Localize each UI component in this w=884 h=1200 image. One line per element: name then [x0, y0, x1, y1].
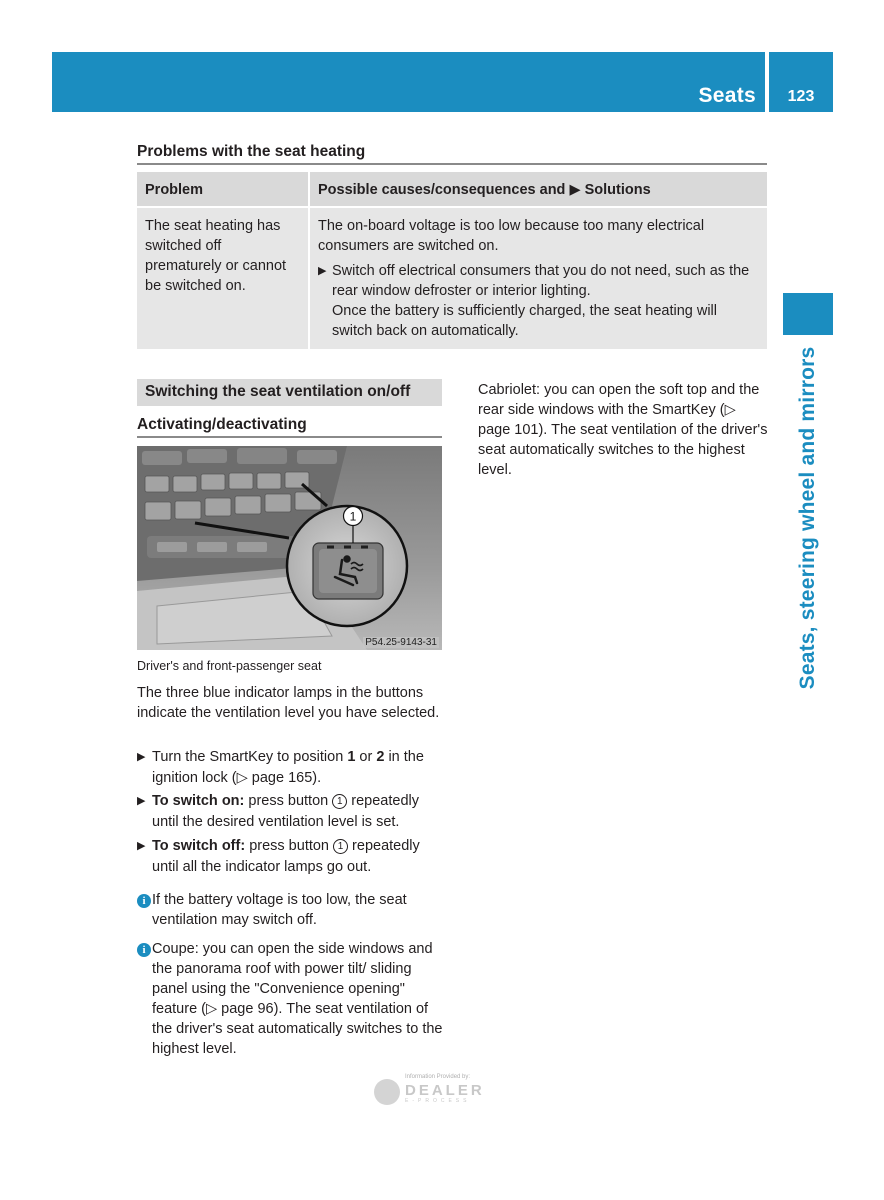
center-console-illustration: [137, 446, 442, 650]
instruction-step: [137, 747, 447, 788]
arrow-icon: ▶: [137, 795, 146, 807]
step-text: To switch on: press button 1 repeatedly until the desired ventilation level is set.: [152, 793, 419, 830]
button-number-icon: 1: [333, 839, 348, 854]
step-text: To switch off: press button 1 repeatedly until all the indicator lamps go out.: [152, 838, 420, 875]
arrow-icon: ▶: [137, 751, 146, 763]
watermark-logo-text: DEALER: [405, 1082, 485, 1099]
info-icon: i: [137, 894, 151, 908]
image-reference-code: P54.25-9143-31: [365, 637, 437, 648]
instruction-step: [137, 836, 447, 877]
page-number: 123: [787, 88, 815, 105]
table-header-causes: Possible causes/consequences and ▶ Solutions: [309, 172, 767, 207]
header-bar: [52, 52, 765, 112]
seat-ventilation-photo: [137, 446, 442, 650]
cause-text: The on-board voltage is too low because too many electrical consumers are switched on.: [318, 218, 705, 254]
side-chapter-label: Seats, steering wheel and mirrors: [796, 346, 819, 690]
callout-number: 1: [349, 509, 357, 524]
section-divider: [137, 163, 767, 165]
button-number-icon: 1: [332, 794, 347, 809]
ventilation-section-title: Switching the seat ventilation on/off: [145, 383, 411, 400]
info-note: [137, 890, 447, 930]
info-text: Coupe: you can open the side windows and the panorama roof with power tilt/ sliding panel using the "Convenience opening" feature (▷ page 96). The seat ventilation of the driver's seat automatically switches to the highest level.: [152, 941, 443, 1057]
troubleshooting-table: [137, 172, 767, 349]
image-caption: Driver's and front-passenger seat: [137, 659, 322, 673]
table-row: [137, 207, 767, 349]
chapter-title: Seats: [698, 84, 756, 107]
table-header-problem: Problem: [137, 172, 309, 207]
info-icon: i: [137, 943, 151, 957]
subtitle-divider: [137, 436, 442, 438]
side-tab-marker: [783, 293, 833, 335]
solution-step: [318, 261, 759, 341]
dealer-logo-icon: [374, 1079, 400, 1105]
problem-cell: The seat heating has switched off prematurely or cannot be switched on.: [137, 207, 309, 349]
instruction-step: [137, 791, 447, 832]
cabriolet-paragraph: Cabriolet: you can open the soft top and the rear side windows with the SmartKey (▷ page 101). The seat ventilation of the driver's seat automatically switches to the highest level.: [478, 382, 768, 478]
solution-note: Once the battery is sufficiently charged, the seat heating will switch back on automatically.: [332, 303, 718, 339]
arrow-icon: ▶: [137, 840, 146, 852]
watermark-small-text: Information Provided by:: [405, 1074, 471, 1080]
activating-subtitle: Activating/deactivating: [137, 416, 307, 433]
solution-text: Switch off electrical consumers that you do not need, such as the rear window defroster or interior lighting.: [332, 263, 750, 299]
step-text: Turn the SmartKey to position 1 or 2 in the ignition lock (▷ page 165).: [152, 749, 424, 786]
arrow-icon: ▶: [318, 265, 327, 277]
intro-paragraph: The three blue indicator lamps in the buttons indicate the ventilation level you have selected.: [137, 685, 440, 721]
info-text: If the battery voltage is too low, the seat ventilation may switch off.: [152, 892, 407, 928]
problems-section-title: Problems with the seat heating: [137, 143, 366, 160]
watermark-sub-text: E-PROCESS: [405, 1098, 471, 1104]
info-note: [137, 939, 447, 1059]
cause-cell: [309, 207, 767, 349]
